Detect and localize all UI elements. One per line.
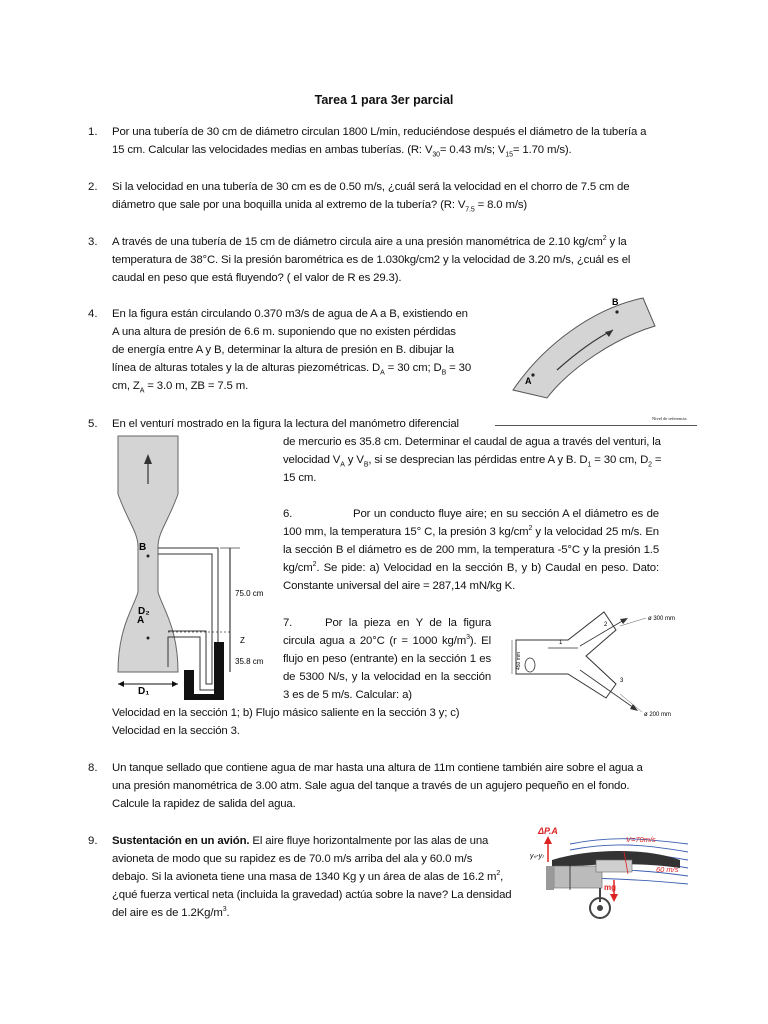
p6-sup2: 2: [312, 561, 317, 569]
y-pipe-200mm: ø 200 mm: [644, 712, 672, 718]
venturi-d2: D₂: [138, 606, 150, 617]
p4-line3: de energía entre A y B, determinar la altura de presión en B. dibujar la: [112, 344, 454, 356]
p4-line4a: línea de alturas totales y la de alturas piezométricas. D: [112, 362, 381, 374]
p7-line2b: ). El: [469, 635, 491, 647]
p5-line3b: y V: [344, 454, 364, 466]
problem-3-text: [112, 233, 680, 287]
problem-1-text: [112, 123, 680, 159]
problem-1-number: 1.: [88, 126, 98, 138]
p5-line1: En el venturí mostrado en la figura la lectura del manómetro diferencial: [112, 418, 459, 430]
p4-subZ: A: [139, 387, 145, 395]
problem-4-number: 4.: [88, 308, 98, 320]
y-pipe-450mm: 450 mm: [516, 651, 522, 670]
p9-line3b: ,: [500, 871, 504, 883]
p4-line5a: cm, Z: [112, 380, 140, 392]
y-pipe-section-1: 1: [559, 640, 563, 646]
reference-level-label: Nivel de referencia: [652, 416, 687, 421]
y-pipe-figure: [508, 608, 698, 720]
p3-line3: caudal en peso que está fluyendo? ( el valor de R es 29.3).: [112, 272, 402, 284]
problem-2-text: [112, 178, 680, 214]
p5-sub1: 1: [587, 461, 592, 469]
problem-4-text: [112, 305, 478, 395]
p7-line2a: circula agua a 20°C (r = 1000 kg/m: [283, 635, 467, 647]
p4-line2: A una altura de presión de 6.6 m. suponiendo que no existen pérdidas: [112, 326, 456, 338]
problem-9-text: [112, 832, 522, 922]
p7-line4: es de 5300 N/s, y la velocidad en la: [283, 653, 492, 683]
page-title: Tarea 1 para 3er parcial: [314, 93, 454, 107]
venturi-point-a: A: [137, 615, 145, 626]
p5-line3e: =: [651, 454, 662, 466]
p7-line5: sección 3 es de 5 m/s. Calcular: a): [283, 671, 492, 701]
problem-3-number: 3.: [88, 236, 98, 248]
p4-line1: En la figura están circulando 0.370 m3/s de agua de A a B, existiendo en: [112, 308, 468, 320]
problem-9-number: 9.: [88, 835, 98, 847]
p2-line2b: = 8.0 m/s): [474, 199, 528, 211]
p9-line2: avioneta de modo que su rapidez es de 70.0 m/s arriba del ala y 60.0 m/s: [112, 853, 473, 865]
p6-line2a: mm, la temperatura 15° C, la presión 3 kg/cm: [304, 526, 529, 538]
p9-line1: El aire fluye horizontalmente por las alas de una: [249, 835, 489, 847]
venturi-figure: [110, 432, 282, 702]
p7-line3: flujo en peso (entrante) en la sección 1: [283, 653, 476, 665]
p6-line5: Constante universal del aire = 287,14 mN/kg K.: [283, 580, 516, 592]
problem-8-text: [112, 759, 680, 813]
p1-sub1: 30: [432, 151, 440, 159]
p9-sup2: 3: [222, 906, 227, 914]
airplane-mg: mg: [604, 883, 616, 892]
p8-line2: una presión manométrica de 3.00 atm. Sale agua del tanque a través de un agujero pequeño en el fondo.: [112, 780, 630, 792]
p1-line1: Por una tubería de 30 cm de diámetro circulan 1800 L/min, reduciéndose después el diámetro de la tubería a: [112, 126, 647, 138]
p3-sup: 2: [602, 235, 607, 243]
p2-line1: Si la velocidad en una tubería de 30 cm es de 0.50 m/s, ¿cuál será la velocidad en el chorro de 7.5 cm de: [112, 181, 630, 193]
curved-pipe-figure: [505, 288, 705, 400]
venturi-z: Z: [240, 636, 245, 645]
p4-line5b: = 3.0 m, ZB = 7.5 m.: [144, 380, 249, 392]
airplane-delta-p: ΔP.A: [538, 826, 558, 836]
p9-line4: ¿qué fuerza vertical neta (incluida la gravedad) actúa sobre la nave? La densidad: [112, 889, 512, 901]
problem-8-number: 8.: [88, 762, 98, 774]
p3-line2: temperatura de 38°C. Si la presión barométrica es de 1.030kg/cm2 y la velocidad de 3.20 m/s, ¿cuál es el: [112, 254, 631, 266]
p6-line4b: . Se pide: a) Velocidad en la sección B, y b) Caudal en peso. Dato:: [316, 562, 659, 574]
p4-line4c: = 30: [446, 362, 472, 374]
venturi-point-b: B: [139, 542, 147, 553]
p5-sub2: 2: [648, 461, 652, 469]
problem-2-number: 2.: [88, 181, 98, 193]
p1-line2c: = 1.70 m/s).: [512, 144, 572, 156]
airplane-figure: [530, 822, 690, 924]
point-a-label: A: [525, 376, 532, 386]
problem-6-text: [283, 505, 659, 595]
airplane-v-bottom: 60 m/s: [656, 865, 679, 874]
p6-sup1: 2: [528, 525, 533, 533]
p5-line4: 15 cm.: [283, 472, 317, 484]
p6-line4a: kg/cm: [283, 562, 313, 574]
p5-subB: B: [363, 461, 369, 469]
venturi-358cm: 35.8 cm: [235, 657, 264, 666]
p3-line1b: y la: [606, 236, 627, 248]
venturi-75cm: 75.0 cm: [235, 589, 264, 598]
p8-line1: Un tanque sellado que contiene agua de mar hasta una altura de 11m contiene también aire sobre el agua a: [112, 762, 643, 774]
p6-line1: Por un conducto fluye aire; en su sección A el diámetro es de 100: [283, 508, 659, 538]
p9-line5b: .: [226, 907, 230, 919]
p9-line5a: del aire es de 1.2Kg/m: [112, 907, 223, 919]
problem-5-text: [283, 433, 680, 487]
p1-line2a: 15 cm. Calcular las velocidades medias en ambas tuberías. (R: V: [112, 144, 433, 156]
p4-subB: B: [441, 369, 447, 377]
p7-line6: Velocidad en la sección 1; b) Flujo másico saliente en la sección 3 y; c): [112, 707, 460, 719]
p3-line1a: A través de una tubería de 15 cm de diámetro circula aire a una presión manométrica de 2.10 kg/cm: [112, 236, 603, 248]
p4-line4b: = 30 cm; D: [384, 362, 442, 374]
p6-line2b: y la velocidad 25 m/s. En la: [283, 526, 659, 556]
p5-line3a: velocidad V: [283, 454, 341, 466]
problem-7-number: 7.: [283, 617, 293, 629]
problem-5-number: 5.: [88, 418, 98, 430]
p5-subA: A: [340, 461, 345, 469]
p9-sup1: 2: [496, 870, 501, 878]
problem-6-number: 6.: [283, 508, 293, 520]
p4-subA: A: [380, 369, 385, 377]
p7-line7: Velocidad en la sección 3.: [112, 725, 240, 737]
p6-line3: sección B el diámetro es de 200 mm, la temperatura -5°C y la presión 1.5: [294, 544, 660, 556]
p2-line2a: diámetro que sale por una boquilla unida al extremo de la tubería? (R: V: [112, 199, 466, 211]
airplane-v-top: V=70m/s: [626, 835, 656, 844]
p9-line3a: debajo. Si la avioneta tiene una masa de 1340 Kg y un área de alas de 16.2 m: [112, 871, 497, 883]
problem-7-text-a: [283, 614, 491, 704]
airplane-height: yₙ-yₗ: [530, 853, 544, 860]
reference-level-line: [495, 425, 697, 426]
venturi-d1: D₁: [138, 686, 150, 697]
y-pipe-section-2: 2: [604, 622, 608, 628]
p5-line3c: , si se desprecian las pérdidas entre A y B. D: [368, 454, 588, 466]
p7-sup: 3: [466, 634, 470, 642]
p8-line3: Calcule la rapidez de salida del agua.: [112, 798, 296, 810]
p7-line1: Por la pieza en Y de la figura: [325, 617, 491, 629]
p1-sub2: 15: [505, 151, 513, 159]
p1-line2b: = 0.43 m/s; V: [439, 144, 506, 156]
y-pipe-section-3: 3: [620, 678, 624, 684]
p5-line2: de mercurio es 35.8 cm. Determinar el caudal de agua a través del venturi, la: [283, 436, 661, 448]
p2-sub: 7.5: [465, 206, 475, 214]
p5-line3d: = 30 cm, D: [591, 454, 649, 466]
point-b-label: B: [612, 297, 619, 307]
problem-7-text-b: [112, 704, 491, 740]
y-pipe-300mm: ø 300 mm: [648, 616, 676, 622]
p9-bold-title: Sustentación en un avión.: [112, 835, 250, 847]
